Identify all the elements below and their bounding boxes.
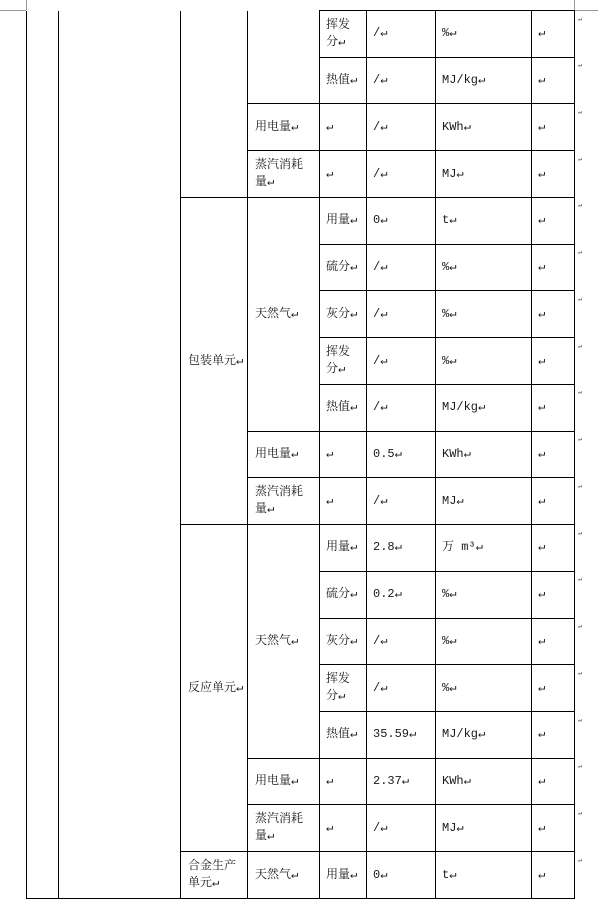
cell-section[interactable] <box>181 525 248 852</box>
value-text: 2.37↵ <box>373 774 410 789</box>
cell-energy[interactable] <box>248 525 320 759</box>
value-text: 0↵ <box>373 867 388 882</box>
measure-unit-text: %↵ <box>442 680 457 695</box>
value-text: 2.8↵ <box>373 540 402 555</box>
cell-measure-unit[interactable] <box>436 665 532 712</box>
remark-text: ↵ <box>538 400 546 415</box>
indicator-text: 灰分↵ <box>326 306 358 321</box>
cell-indicator[interactable] <box>320 244 367 291</box>
cell-value[interactable] <box>367 151 436 198</box>
cell-indicator[interactable] <box>320 571 367 618</box>
value-text: 0.5↵ <box>373 446 402 461</box>
remark-text: ↵ <box>538 353 546 368</box>
indicator-text: 热值↵ <box>326 400 358 415</box>
value-text: /↵ <box>373 820 388 835</box>
remark-text: ↵ <box>538 867 546 882</box>
measure-unit-text: MJ/kg↵ <box>442 73 486 88</box>
indicator-text: 热值↵ <box>326 73 358 88</box>
value-text: 35.59↵ <box>373 727 417 742</box>
cell-measure-unit[interactable] <box>436 291 532 338</box>
measure-unit-text: %↵ <box>442 260 457 275</box>
cell-measure-unit[interactable] <box>436 151 532 198</box>
cell-value[interactable] <box>367 104 436 151</box>
cell-value[interactable] <box>367 571 436 618</box>
value-text: /↵ <box>373 633 388 648</box>
indicator-text: 用量↵ <box>326 213 358 228</box>
measure-unit-text: KWh↵ <box>442 774 471 789</box>
cell-measure-unit[interactable] <box>436 618 532 665</box>
cell-energy[interactable] <box>248 431 320 478</box>
cell-value[interactable] <box>367 244 436 291</box>
section-text: 包装单元↵ <box>188 353 244 368</box>
measure-unit-text: 万 m³↵ <box>442 540 483 555</box>
value-text: /↵ <box>373 306 388 321</box>
measure-unit-text: %↵ <box>442 633 457 648</box>
remark-text: ↵ <box>538 73 546 88</box>
cell-section[interactable] <box>181 852 248 899</box>
end-of-row-mark: ↵ <box>578 529 583 538</box>
cell-indicator[interactable] <box>320 57 367 104</box>
cell-indicator[interactable] <box>320 151 367 198</box>
cell-measure-unit[interactable] <box>436 758 532 805</box>
end-of-row-mark: ↵ <box>578 576 583 585</box>
document-table <box>26 10 595 899</box>
end-of-row-mark: ↵ <box>578 295 583 304</box>
remark-text: ↵ <box>538 820 546 835</box>
value-text: /↵ <box>373 353 388 368</box>
cell-energy-merged[interactable] <box>248 11 320 104</box>
cell-remark[interactable] <box>532 852 575 899</box>
value-text: /↵ <box>373 119 388 134</box>
cell-section[interactable] <box>181 197 248 524</box>
cell-remark[interactable] <box>532 665 575 712</box>
cell-measure-unit[interactable] <box>436 805 532 852</box>
remark-text: ↵ <box>538 680 546 695</box>
cell-measure-unit[interactable] <box>436 431 532 478</box>
indicator-text: ↵ <box>326 446 334 461</box>
measure-unit-text: MJ/kg↵ <box>442 727 486 742</box>
crop-mark-top-left <box>26 0 27 10</box>
cell-measure-unit[interactable] <box>436 11 532 58</box>
cell-measure-unit[interactable] <box>436 852 532 899</box>
value-text: /↵ <box>373 166 388 181</box>
indicator-text: 灰分↵ <box>326 633 358 648</box>
measure-unit-text: KWh↵ <box>442 446 471 461</box>
cell-value[interactable] <box>367 712 436 759</box>
end-of-row-mark: ↵ <box>578 15 583 24</box>
value-text: 0.2↵ <box>373 587 402 602</box>
cell-value[interactable] <box>367 805 436 852</box>
table-row <box>27 11 595 58</box>
end-of-row-mark: ↵ <box>578 716 583 725</box>
cell-indicator[interactable] <box>320 618 367 665</box>
cell-remark[interactable] <box>532 384 575 431</box>
cell-energy[interactable] <box>248 805 320 852</box>
energy-text: 用电量↵ <box>255 446 299 461</box>
cell-indicator[interactable] <box>320 11 367 58</box>
measure-unit-text: t↵ <box>442 867 457 882</box>
energy-text: 用电量↵ <box>255 774 299 789</box>
indicator-text: 用量↵ <box>326 867 358 882</box>
remark-text: ↵ <box>538 540 546 555</box>
cell-indicator[interactable] <box>320 665 367 712</box>
cell-value[interactable] <box>367 852 436 899</box>
cell-remark[interactable] <box>532 244 575 291</box>
crop-mark-top-left <box>0 10 26 11</box>
cell-value[interactable] <box>367 525 436 572</box>
cell-value[interactable] <box>367 197 436 244</box>
end-of-row-mark: ↵ <box>578 108 583 117</box>
cell-remark[interactable] <box>532 11 575 58</box>
indicator-text: 硫分↵ <box>326 587 358 602</box>
cell-remark[interactable] <box>532 712 575 759</box>
cell-energy[interactable] <box>248 478 320 525</box>
cell-remark[interactable] <box>532 618 575 665</box>
end-of-row-mark: ↵ <box>578 856 583 865</box>
end-of-row-mark: ↵ <box>578 669 583 678</box>
cell-indicator[interactable] <box>320 712 367 759</box>
cell-remark[interactable] <box>532 197 575 244</box>
remark-text: ↵ <box>538 26 546 41</box>
value-text: /↵ <box>373 26 388 41</box>
remark-text: ↵ <box>538 213 546 228</box>
end-of-row-mark: ↵ <box>578 623 583 632</box>
cell-remark[interactable] <box>532 104 575 151</box>
remark-text: ↵ <box>538 774 546 789</box>
crop-mark-top-right <box>574 0 575 10</box>
value-text: /↵ <box>373 260 388 275</box>
cell-energy[interactable] <box>248 197 320 431</box>
cell-value[interactable] <box>367 618 436 665</box>
measure-unit-text: MJ↵ <box>442 820 464 835</box>
remark-text: ↵ <box>538 587 546 602</box>
cell-indicator[interactable] <box>320 338 367 385</box>
cell-energy[interactable] <box>248 758 320 805</box>
end-of-row-mark: ↵ <box>578 249 583 258</box>
indicator-text: 用量↵ <box>326 540 358 555</box>
value-text: /↵ <box>373 73 388 88</box>
value-text: 0↵ <box>373 213 388 228</box>
cell-category-merged[interactable] <box>27 11 59 899</box>
indicator-text: 挥发分↵ <box>326 672 351 704</box>
indicator-text: ↵ <box>326 774 334 789</box>
cell-remark[interactable] <box>532 805 575 852</box>
cell-value[interactable] <box>367 478 436 525</box>
measure-unit-text: MJ/kg↵ <box>442 400 486 415</box>
indicator-text: 挥发分↵ <box>326 17 351 49</box>
remark-text: ↵ <box>538 727 546 742</box>
cell-remark[interactable] <box>532 478 575 525</box>
cell-remark[interactable] <box>532 151 575 198</box>
indicator-text: 热值↵ <box>326 727 358 742</box>
cell-indicator[interactable] <box>320 852 367 899</box>
measure-unit-text: MJ↵ <box>442 166 464 181</box>
cell-remark[interactable] <box>532 57 575 104</box>
cell-energy[interactable] <box>248 151 320 198</box>
end-of-row-mark: ↵ <box>578 809 583 818</box>
indicator-text: 挥发分↵ <box>326 345 351 376</box>
cell-measure-unit[interactable] <box>436 525 532 572</box>
cell-value[interactable] <box>367 291 436 338</box>
end-of-row-mark: ↵ <box>578 342 583 351</box>
cell-indicator[interactable] <box>320 291 367 338</box>
end-of-row-mark: ↵ <box>578 155 583 164</box>
energy-text: 天然气↵ <box>255 633 299 648</box>
energy-text: 用电量↵ <box>255 119 299 134</box>
cell-measure-unit[interactable] <box>436 244 532 291</box>
cell-measure-unit[interactable] <box>436 712 532 759</box>
value-text: /↵ <box>373 680 388 695</box>
measure-unit-text: MJ↵ <box>442 493 464 508</box>
end-of-row-mark: ↵ <box>578 62 583 71</box>
indicator-text: ↵ <box>326 820 334 835</box>
cell-energy[interactable] <box>248 104 320 151</box>
end-of-row-mark: ↵ <box>578 202 583 211</box>
energy-text: 蒸汽消耗量↵ <box>255 485 304 517</box>
remark-text: ↵ <box>538 119 546 134</box>
cell-process-merged[interactable] <box>59 11 181 899</box>
end-of-row-mark: ↵ <box>578 763 583 772</box>
indicator-text: 硫分↵ <box>326 260 358 275</box>
end-of-row-mark: ↵ <box>578 436 583 445</box>
end-of-row-mark: ↵ <box>578 389 583 398</box>
value-text: /↵ <box>373 400 388 415</box>
measure-unit-text: %↵ <box>442 26 457 41</box>
measure-unit-text: %↵ <box>442 353 457 368</box>
cell-measure-unit[interactable] <box>436 571 532 618</box>
cell-indicator[interactable] <box>320 805 367 852</box>
cell-measure-unit[interactable] <box>436 384 532 431</box>
remark-text: ↵ <box>538 306 546 321</box>
cell-remark[interactable] <box>532 431 575 478</box>
cell-indicator[interactable] <box>320 384 367 431</box>
cell-remark[interactable] <box>532 525 575 572</box>
end-of-row-mark: ↵ <box>578 482 583 491</box>
energy-text: 天然气↵ <box>255 867 299 882</box>
cell-indicator[interactable] <box>320 197 367 244</box>
cell-measure-unit[interactable] <box>436 197 532 244</box>
cell-measure-unit[interactable] <box>436 104 532 151</box>
cell-measure-unit[interactable] <box>436 57 532 104</box>
cell-indicator[interactable] <box>320 104 367 151</box>
measure-unit-text: t↵ <box>442 213 457 228</box>
cell-value[interactable] <box>367 338 436 385</box>
cell-value[interactable] <box>367 758 436 805</box>
indicator-text: ↵ <box>326 119 334 134</box>
cell-indicator[interactable] <box>320 525 367 572</box>
section-text: 合金生产单元↵ <box>188 859 237 891</box>
remark-text: ↵ <box>538 260 546 275</box>
cell-section-merged[interactable] <box>181 11 248 198</box>
remark-text: ↵ <box>538 493 546 508</box>
cell-remark[interactable] <box>532 291 575 338</box>
cell-value[interactable] <box>367 665 436 712</box>
energy-text: 天然气↵ <box>255 306 299 321</box>
cell-value[interactable] <box>367 11 436 58</box>
remark-text: ↵ <box>538 166 546 181</box>
remark-text: ↵ <box>538 633 546 648</box>
cell-measure-unit[interactable] <box>436 478 532 525</box>
cell-measure-unit[interactable] <box>436 338 532 385</box>
cell-indicator[interactable] <box>320 478 367 525</box>
cell-remark[interactable] <box>532 571 575 618</box>
measure-unit-text: %↵ <box>442 306 457 321</box>
cell-value[interactable] <box>367 431 436 478</box>
cell-value[interactable] <box>367 384 436 431</box>
remark-text: ↵ <box>538 446 546 461</box>
measure-unit-text: %↵ <box>442 587 457 602</box>
section-text: 反应单元↵ <box>188 680 244 695</box>
cell-indicator[interactable] <box>320 431 367 478</box>
energy-text: 蒸汽消耗量↵ <box>255 158 304 190</box>
indicator-text: ↵ <box>326 493 334 508</box>
cell-remark[interactable] <box>532 758 575 805</box>
cell-value[interactable] <box>367 57 436 104</box>
cell-indicator[interactable] <box>320 758 367 805</box>
indicator-text: ↵ <box>326 166 334 181</box>
value-text: /↵ <box>373 493 388 508</box>
cell-energy[interactable] <box>248 852 320 899</box>
cell-remark[interactable] <box>532 338 575 385</box>
energy-text: 蒸汽消耗量↵ <box>255 812 304 844</box>
measure-unit-text: KWh↵ <box>442 119 471 134</box>
